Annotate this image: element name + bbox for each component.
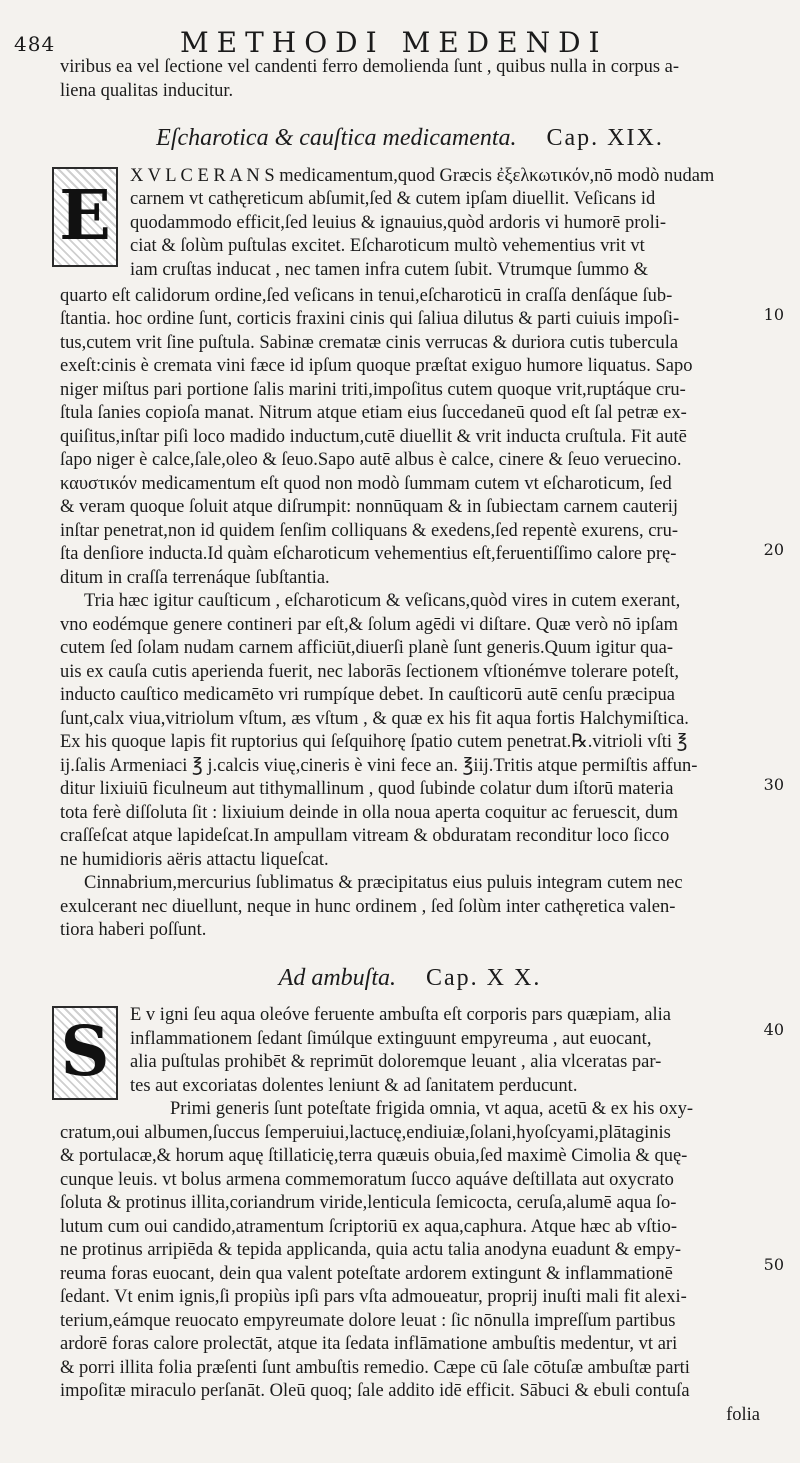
text-line: ſoluta & protinus illita,coriandrum viride,lenticula ſemicocta, ceruſa,alumē aqua ſo- xyxy=(60,1193,677,1213)
text-line: exeſt:cinis è cremata vini fæce id ipſum quoque præſtat exiguo humore liquatus. Sapo xyxy=(60,356,693,376)
chapter-title: Ad ambuſta. xyxy=(278,964,396,991)
text-line: ſtantia. hoc ordine ſunt, corticis fraxini cinis qui ſaliua dilutus & parti cuiuis impoſi- xyxy=(60,309,680,329)
margin-line-number: 20 xyxy=(763,540,784,559)
text-line: ne protinus arripiēda & tepida applicanda, quia actu talia anodyna euadunt & empy- xyxy=(60,1240,682,1260)
decorated-initial: S xyxy=(52,1006,118,1100)
text-line: ardorē foras calore prolectāt, atque ita ſedata inflāmatione ambuſtis medentur, vt ari xyxy=(60,1334,678,1354)
text-body xyxy=(60,56,760,1427)
running-head: METHODI MEDENDI xyxy=(180,26,608,59)
paragraph-continued xyxy=(60,285,760,473)
text-line: quarto eſt calidorum ordine,ſed veſicans in tenui,eſcharoticū in craſſa denſáque ſub- xyxy=(60,285,673,306)
chapter-number: Cap. XIX. xyxy=(546,125,664,151)
text-line: tiora haberi poſſunt. xyxy=(60,920,207,940)
text-line: ne humidioris aëris attactu liqueſcat. xyxy=(60,849,329,870)
text-line: & porri illita folia præſenti ſunt ambuſtis remedio. Cæpe cū ſale cōtuſæ ambuſtæ parti xyxy=(60,1357,690,1378)
margin-line-number: 30 xyxy=(763,775,784,794)
text-line: ditum in craſſa terrenáque ſubſtantia. xyxy=(60,567,330,588)
text-line: inflammationem ſedant ſimúlque extinguunt empyreuma , aut euocant, xyxy=(130,1028,652,1049)
text-line: ditur lixiuiū ficulneum aut tithymallinum , quod ſubinde colatur dum iſtorū materia xyxy=(60,779,674,799)
text-line: Ex his quoque lapis fit ruptorius qui ſeſquihorę ſpatio cutem penetrat.℞.vitrioli vſti ℥ xyxy=(60,732,688,752)
text-line: cunque leuis. vt bolus armena commemoratum ſucco aquáve deſtillata aut oxycrato xyxy=(60,1169,674,1190)
text-line: niger miſtus pari portione ſalis marini triti,impoſitus cutem quoque vrit,ruptáque cru- xyxy=(60,379,686,400)
text-line: carnem vt cathęreticum abſumit,ſed & cutem ipſam diuellit. Veſicans id xyxy=(130,189,656,209)
text-line: Tria hæc igitur cauſticum , eſcharoticum & veſicans,quòd vires in cutem exerant, xyxy=(84,591,681,611)
text-line: inſtar penetrat,non id quidem ſenſim colliquans & exedens,ſed repentè exurens, cru- xyxy=(60,520,679,541)
text-line: καυστικόν medicamentum eſt quod non modò ſummam cutem vt eſcharoticum, ſed xyxy=(60,473,672,494)
catchword-row xyxy=(60,1404,760,1428)
text-line: quiſitus,inſtar piſi loco madido inductum,cutē diuellit & vrit inducta cruſtula. Fit autē xyxy=(60,426,687,447)
text-line: ſapo niger è calce,ſale,oleo & ſeuo.Sapo autē albus è calce, cinere & ſeuo veruecino. xyxy=(60,450,682,470)
text-line: Primi generis ſunt poteſtate frigida omnia, vt aqua, acetū & ex his oxy- xyxy=(170,1099,694,1119)
text-line: tus,cutem vrit ſine puſtula. Sabinæ crematæ cinis verrucas & duriora cutis tubercula xyxy=(60,332,679,353)
text-line: uis ex cauſa cutis aperienda fuerit, nec laborās ſectionem vſtionémve tolerare poteſt, xyxy=(60,661,679,682)
page-number: 484 xyxy=(14,32,56,56)
text-line: craſſeſcat atque lapideſcat.In ampullam vitream & obduratam reconditur loco ſicco xyxy=(60,826,670,846)
text-line: lutum cum oui candido,atramentum ſcriptoriū ex aqua,caphura. Atque hæc ab vſtio- xyxy=(60,1216,678,1237)
paragraph xyxy=(60,473,760,591)
margin-line-number: 50 xyxy=(763,1255,784,1274)
text-line: cratum,oui albumen,ſuccus ſemperuiui,lactucę,endiuiæ,ſolani,hyoſcyami,plātaginis xyxy=(60,1122,671,1143)
text-line: ſtula ſanies copioſa manat. Nitrum atque etiam eius ſuccedaneū quod eſt ſal petræ ex- xyxy=(60,403,687,423)
text-line: inducto cauſtico medicamēto vri rumpíque debet. In cauſticorū autē cenſu præcipua xyxy=(60,685,675,705)
text-line: ſta denſiore inducta.Id quàm eſcharoticum vehementius eſt,feruentiſſimo calore prę- xyxy=(60,544,677,564)
margin-line-number: 40 xyxy=(763,1020,784,1039)
chapter-title: Eſcharotica & cauſtica medicamenta. xyxy=(156,125,517,151)
text-line: & portulacæ,& horum aquę ſtillaticię,terra quæuis obuia,ſed maximè Cimolia & quę- xyxy=(60,1146,688,1166)
text-line: ſedant. Vt enim ignis,ſi propiùs ipſi pars vſta admoueatur, proprij inuſti mali fit alexi- xyxy=(60,1287,687,1307)
text-line: ij.ſalis Armeniaci ℥ j.calcis viuę,cineris è vini fece an. ℥iij.Tritis atque permiſtis affun- xyxy=(60,755,698,776)
margin-line-number: 10 xyxy=(763,305,784,324)
text-line: exulcerant nec diuellunt, neque in hunc ordinem , ſed ſolùm inter cathęretica valen- xyxy=(60,896,676,917)
text-line: liena qualitas inducitur. xyxy=(60,80,234,101)
text-line: viribus ea vel ſectione vel candenti ferro demolienda ſunt , quibus nulla in corpus a- xyxy=(60,57,680,77)
paragraph xyxy=(60,1004,760,1098)
text-line: alia puſtulas prohibēt & reprimūt doloremque leuant , alia vlceratas par- xyxy=(130,1052,662,1072)
text-line: impoſitæ miraculo perſanāt. Oleū quoq; ſale addito idē efficit. Sābuci & ebuli contuſa xyxy=(60,1381,690,1401)
paragraph xyxy=(60,872,760,943)
paragraph xyxy=(60,590,760,872)
chapter-number: Cap. X X. xyxy=(426,964,542,991)
page-header xyxy=(0,18,800,58)
decorated-initial: E xyxy=(52,167,118,267)
text-line: ſunt,calx viua,vitriolum vſtum, æs vſtum , & quæ ex his fit aqua fortis Halchymiſtica. xyxy=(60,708,689,729)
paragraph xyxy=(60,1098,760,1404)
chapter-heading xyxy=(60,127,760,151)
text-line: cutem ſed ſolam nudam carnem afficiūt,diuerſi planè ſunt generis.Quum igitur qua- xyxy=(60,638,674,658)
text-line: E v igni ſeu aqua oleóve feruente ambuſta eſt corporis pars quæpiam, alia xyxy=(130,1005,671,1025)
text-line: tota ferè diſſoluta ſit : lixiuium deinde in olla noua aperta coquitur ac feruescit, dum xyxy=(60,802,679,823)
text-line: quodammodo efficit,ſed leuius & ignauius,quòd ardoris vi humorē proli- xyxy=(130,212,667,233)
text-line: reuma foras euocant, dein qua valent poteſtate ardorem extingunt & inflammationē xyxy=(60,1263,673,1284)
text-line: tes aut excoriatas dolentes leniunt & ad ſanitatem perducunt. xyxy=(130,1075,578,1096)
chapter-heading xyxy=(60,964,760,991)
text-line: iam cruſtas inducat , nec tamen infra cutem ſubit. Vtrumque ſummo & xyxy=(130,259,649,280)
catchword: folia xyxy=(726,1404,760,1425)
text-line: ciat & ſolùm puſtulas excitet. Eſcharoticum multò vehementius vrit vt xyxy=(130,236,645,256)
text-line: terium,eámque reuocato empyreumate dolore leuat : ſic nōnulla impreſſum partibus xyxy=(60,1310,676,1331)
paragraph xyxy=(60,165,760,285)
text-line: vno eodémque genere contineri par eſt,& ſolum agēdi vi diſtare. Quæ verò nō ipſam xyxy=(60,614,679,635)
text-line: & veram quoque ſoluit atque diſrumpit: nonnūquam & in ſubiectam carnem cauterij xyxy=(60,497,679,517)
text-line: X V L C E R A N S medicamentum,quod Græcis ἐξελκωτικόν,nō modò nudam xyxy=(130,165,715,186)
intro-paragraph xyxy=(60,56,760,103)
text-line: Cinnabrium,mercurius ſublimatus & præcipitatus eius puluis integram cutem nec xyxy=(84,873,683,893)
